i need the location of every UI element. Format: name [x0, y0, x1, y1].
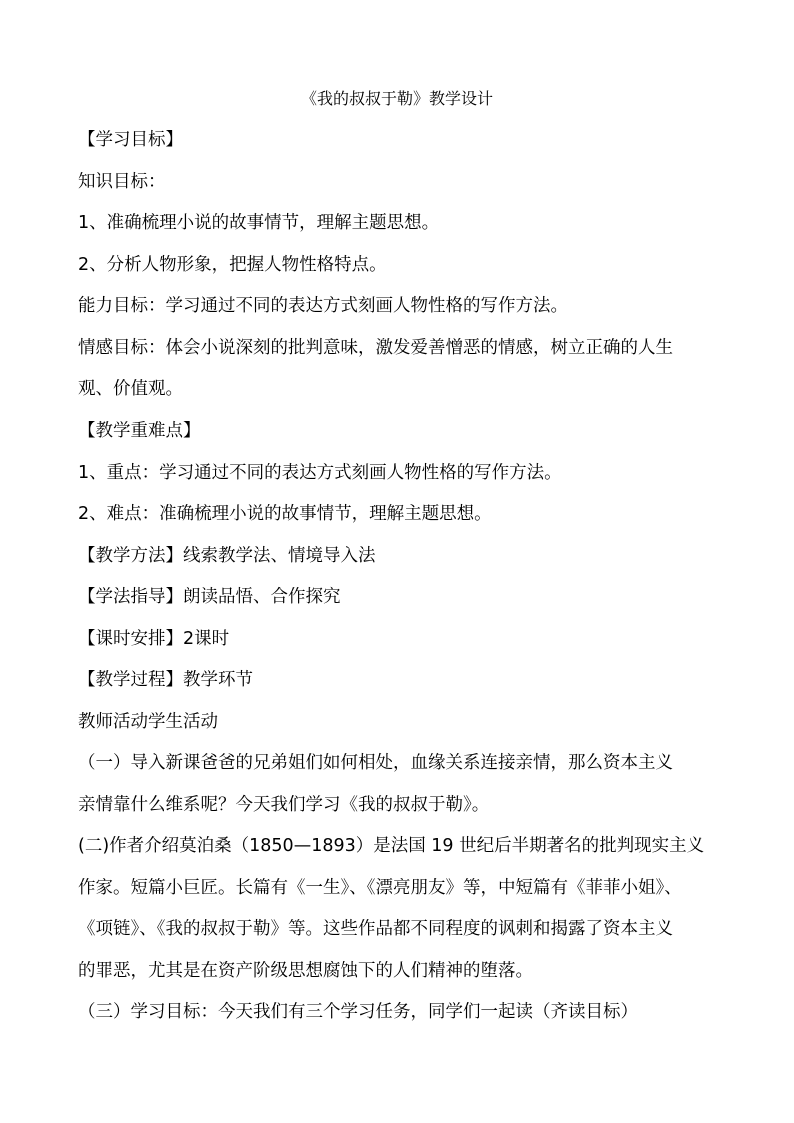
section-intro-line-1: （一）导入新课爸爸的兄弟姐们如何相处，血缘关系连接亲情，那么资本主义 — [78, 753, 673, 773]
class-schedule: 【课时安排】2课时 — [78, 629, 230, 649]
learning-guidance: 【学法指导】朗读品悟、合作探究 — [78, 587, 341, 607]
heading-learning-objectives: 【学习目标】 — [78, 130, 183, 150]
section-intro-line-2: 亲情靠什么维系呢？今天我们学习《我的叔叔于勒》。 — [78, 795, 490, 815]
document-title: 《我的叔叔于勒》教学设计 — [300, 89, 493, 108]
heading-key-difficult-points: 【教学重难点】 — [78, 421, 201, 441]
key-point: 1、重点：学习通过不同的表达方式刻画人物性格的写作方法。 — [78, 463, 562, 483]
teaching-process: 【教学过程】教学环节 — [78, 670, 253, 690]
difficult-point: 2、难点：准确梳理小说的故事情节，理解主题思想。 — [78, 504, 492, 524]
ability-objective: 能力目标：学习通过不同的表达方式刻画人物性格的写作方法。 — [78, 296, 568, 316]
section-author-line-4: 的罪恶，尤其是在资产阶级思想腐蚀下的人们精神的堕落。 — [78, 961, 533, 981]
section-objectives-line: （三）学习目标：今天我们有三个学习任务，同学们一起读（齐读目标） — [78, 1002, 638, 1022]
section-author-line-2: 作家。短篇小巨匠。长篇有《一生》、《漂亮朋友》等，中短篇有《菲菲小姐》、 — [78, 878, 682, 898]
section-author-line-1: (二)作者介绍莫泊桑（1850—1893）是法国 19 世纪后半期著名的批判现实主义 — [78, 836, 705, 856]
emotion-objective-line-1: 情感目标：体会小说深刻的批判意味，激发爱善憎恶的情感，树立正确的人生 — [78, 338, 673, 358]
teaching-methods: 【教学方法】线索教学法、情境导入法 — [78, 546, 376, 566]
knowledge-objectives-label: 知识目标： — [78, 172, 166, 192]
knowledge-objective-1: 1、准确梳理小说的故事情节，理解主题思想。 — [78, 213, 440, 233]
activities-header: 教师活动学生活动 — [78, 712, 218, 732]
section-author-line-3: 《项链》、《我的叔叔于勒》等。这些作品都不同程度的讽刺和揭露了资本主义 — [78, 919, 673, 939]
emotion-objective-line-2: 观、价值观。 — [78, 379, 183, 399]
knowledge-objective-2: 2、分析人物形象，把握人物性格特点。 — [78, 255, 387, 275]
